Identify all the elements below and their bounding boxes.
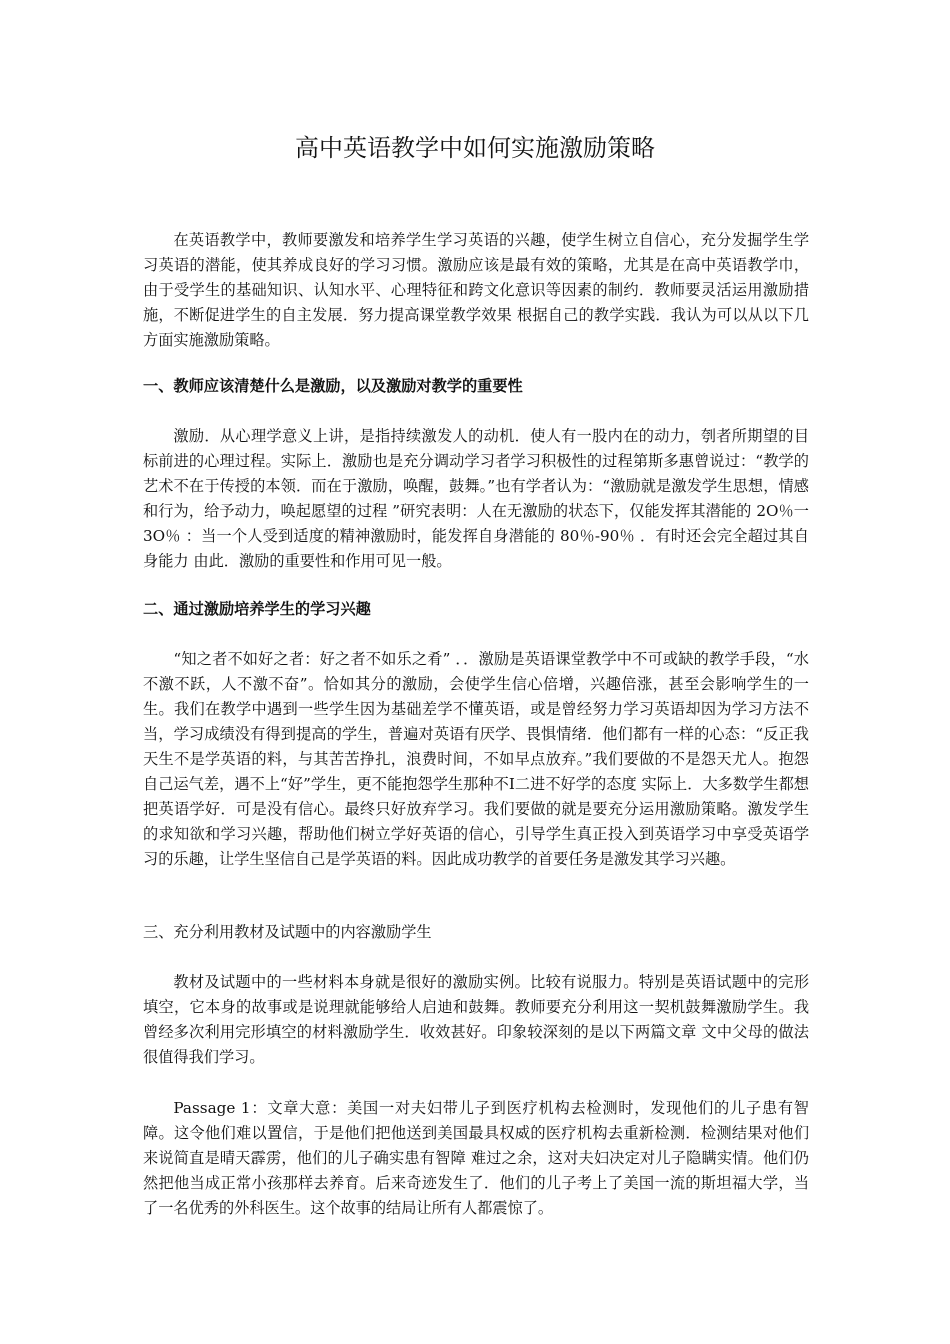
section-1-paragraph: 激励．从心理学意义上讲，是指持续激发人的动机．使人有一股内在的动力，刳者所期望的目标前进的心理过程。实际上．激励也是充分调动学习者学习积极性的过程第斯多惠曾说过：“教学的艺术不在于传授的本领．而在于激励，唤醒，鼓舞。”也有学者认为：“激励就是激发学生思想，情感和行为，给予动力，唤起愿望的过程 ”研究表明：人在无激励的状态下，仅能发挥其潜能的 2O％一 3O％ ：当一个人受到适度的精神激励时，能发挥自身潜能的 80％-90％ ．有时还会完全超过其自身能力 由此．激励的重要性和作用可见一般。 xyxy=(143,427,809,570)
section-2-paragraph: “知之者不如好之者：好之者不如乐之肴” ．．激励是英语课堂教学中不可或缺的教学手段，“水不激不跃，人不激不奋”。恰如其分的激励，会使学生信心倍增，兴趣倍涨，甚至会影响学生的一生。我们在教学中遇到一些学生因为基础差学不懂英语，或是曾经努力学习英语却因为学习方法不当，学习成绩没有得到提高的学生，普遍对英语有厌学、畏惧情绪．他们都有一样的心态：“反正我天生不是学英语的料，与其苦苦挣扎，浪费时间，不如早点放弃。”我们要做的不是怨天尤人。抱怨自己运气差，遇不上“好”学生，更不能抱怨学生那种不I二进不好学的态度 实际上．大多数学生都想把英语学好．可是没有信心。最终只好放弃学习。我们要做的就是要充分运用激励策略。激发学生的求知欲和学习兴趣，帮助他们树立学好英语的信心，引导学生真正投入到英语学习中享受英语学习的乐趣，让学生坚信自己是学英语的料。因此成功教学的首要任务是激发其学习兴趣。 xyxy=(143,650,809,868)
section-heading-1: 一、教师应该清楚什么是激励，以及激励对教学的重要性 xyxy=(143,377,523,395)
section-3-paragraph: 教材及试题中的一些材料本身就是很好的激励实例。比较有说服力。特别是英语试题中的完形填空，它本身的故事或是说理就能够给人启迪和鼓舞。教师要充分利用这一契机鼓舞激励学生。我曾经多次利用完形填空的材料激励学生．收效甚好。印象较深刻的是以下两篇文章 文中父母的做法很值得我们学习。 xyxy=(143,973,809,1066)
document-title: 高中英语教学中如何实施激励策略 xyxy=(295,134,655,162)
intro-paragraph: 在英语教学中，教师要激发和培养学生学习英语的兴趣，使学生树立自信心，充分发掘学生学习英语的潜能，使其养成良好的学习习惯。激励应该是最有效的策略，尤其是在高中英语教学巾，由于受学生的基础知识、认知水平、心理特征和跨文化意识等因素的制约．教师要灵活运用激励措施，不断促进学生的自主发展．努力提高课堂教学效果 根据自己的教学实践．我认为可以从以下几方面实施激励策略。 xyxy=(143,231,809,349)
passage-1-paragraph: Passage 1：文章大意：美国一对夫妇带儿子到医疗机构去检测时，发现他们的儿子患有智障。这令他们难以置信，于是他们把他送到美国最具权威的医疗机构去重新检测．检测结果对他们来说简直是晴天霹雳，他们的儿子确实患有智障 难过之余，这对夫妇决定对儿子隐瞒实情。他们仍然把他当成正常小孩那样去养育。后来奇迹发生了．他们的儿子考上了美国一流的斯坦福大学，当了一名优秀的外科医生。这个故事的结局让所有人都震惊了。 xyxy=(143,1099,809,1217)
section-heading-3: 三、充分利用教材及试题中的内容激励学生 xyxy=(143,923,432,941)
section-heading-2: 二、通过激励培养学生的学习兴趣 xyxy=(143,600,371,618)
